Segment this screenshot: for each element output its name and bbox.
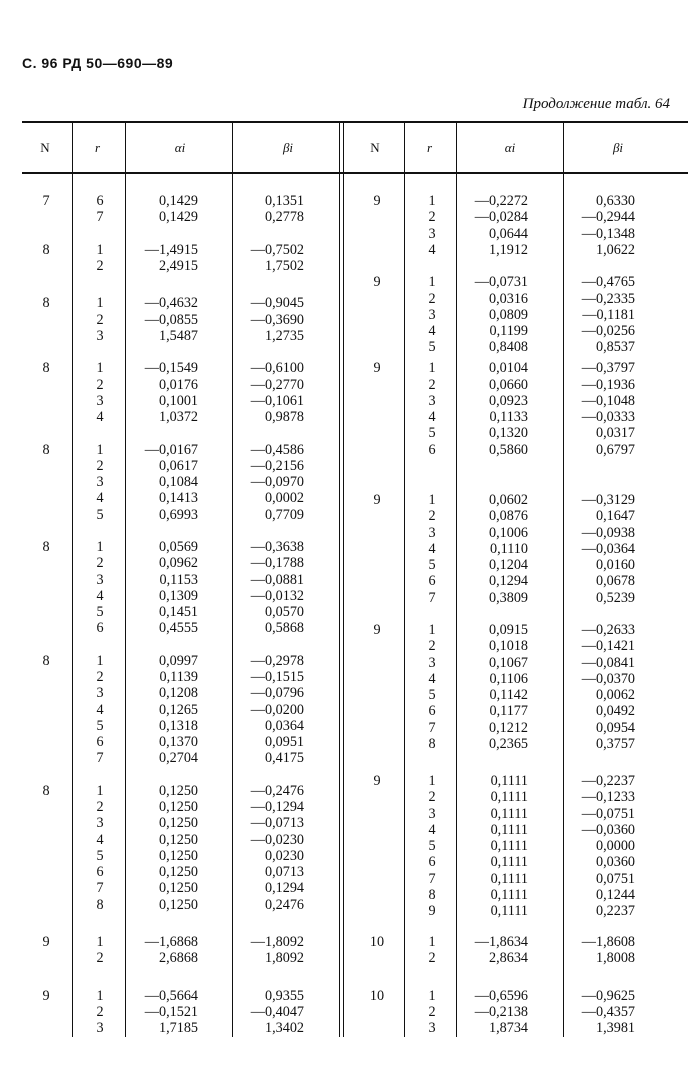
- row-r: 7: [428, 589, 436, 606]
- beta-value: —0,1348: [581, 225, 635, 242]
- group-n: 8: [42, 360, 50, 377]
- beta-value: 0,1351: [264, 193, 304, 209]
- alpha-value: 1,0372: [158, 409, 198, 426]
- alpha-value: 0,1413: [158, 490, 198, 507]
- beta-value: —0,0713: [250, 815, 304, 832]
- alpha-value: 1,5487: [158, 327, 198, 344]
- alpha-value: 0,1111: [490, 903, 528, 920]
- row-r: 2: [96, 555, 104, 572]
- beta-value: 0,0002: [264, 490, 304, 507]
- beta-value: 0,0317: [595, 425, 635, 442]
- alpha-value: 0,2704: [158, 750, 198, 767]
- alpha-value: —0,6596: [474, 987, 528, 1004]
- alpha-value: —0,0284: [474, 209, 528, 226]
- alpha-value: 0,1006: [488, 524, 528, 541]
- header-N: N: [370, 140, 380, 155]
- alpha-value: 0,0644: [488, 225, 528, 242]
- beta-value: 0,0360: [595, 854, 635, 871]
- row-r: 8: [428, 735, 436, 752]
- row-r: 7: [96, 209, 104, 226]
- alpha-value: 0,1212: [488, 719, 528, 736]
- beta-value: 0,1244: [595, 886, 635, 903]
- group-n: 9: [42, 934, 50, 950]
- alpha-value: 0,0915: [488, 622, 528, 638]
- alpha-value: 0,1018: [488, 638, 528, 655]
- alpha-value: 0,1250: [158, 847, 198, 864]
- alpha-value: —0,1521: [144, 1003, 198, 1020]
- alpha-value: 0,5860: [488, 441, 528, 458]
- beta-value: —0,1788: [250, 555, 304, 572]
- row-r: 7: [428, 719, 436, 736]
- row-r: 6: [96, 864, 104, 881]
- beta-value: —0,2633: [581, 622, 635, 638]
- beta-value: —0,0256: [581, 323, 635, 339]
- row-r: 3: [96, 685, 104, 702]
- beta-value: —0,0230: [250, 831, 304, 848]
- alpha-value: 0,1451: [158, 604, 198, 621]
- row-r: 5: [428, 425, 436, 442]
- row-r: 4: [428, 241, 436, 258]
- beta-value: 1,2735: [264, 327, 304, 344]
- group-n: 9: [373, 773, 381, 790]
- group-n: 10: [369, 987, 385, 1004]
- alpha-value: 0,1320: [488, 425, 528, 442]
- row-r: 8: [428, 886, 436, 903]
- beta-value: —0,2476: [250, 782, 304, 799]
- alpha-value: 0,0997: [158, 652, 198, 669]
- beta-value: —0,3129: [581, 492, 635, 508]
- row-r: 2: [96, 258, 104, 274]
- alpha-value: 0,1111: [490, 773, 528, 790]
- beta-value: 0,5868: [264, 620, 304, 637]
- beta-value: —0,1421: [581, 638, 635, 655]
- row-r: 2: [96, 799, 104, 816]
- alpha-value: 0,1111: [490, 789, 528, 806]
- table-top-rule: [22, 121, 688, 123]
- alpha-value: 0,1250: [158, 896, 198, 913]
- alpha-value: 0,0962: [158, 555, 198, 572]
- row-r: 1: [428, 773, 436, 790]
- alpha-value: 0,1250: [158, 815, 198, 832]
- alpha-value: 1,8734: [488, 1020, 528, 1037]
- beta-value: —0,3797: [581, 360, 635, 377]
- row-r: 3: [96, 392, 104, 409]
- row-r: 4: [96, 831, 104, 848]
- beta-value: 0,0230: [264, 847, 304, 864]
- beta-value: —0,1181: [582, 306, 635, 323]
- alpha-value: 0,1153: [159, 571, 198, 588]
- beta-value: —0,4765: [581, 274, 635, 291]
- alpha-value: 0,1309: [158, 587, 198, 604]
- alpha-value: 0,1111: [490, 821, 528, 838]
- alpha-value: 0,1111: [490, 886, 528, 903]
- table-continuation-label: Продолжение табл. 64: [522, 96, 670, 112]
- beta-value: —0,1936: [581, 376, 635, 393]
- row-r: 2: [428, 290, 436, 307]
- group-n: 8: [42, 441, 50, 458]
- beta-value: —0,7502: [250, 241, 304, 258]
- alpha-value: 0,1250: [158, 799, 198, 816]
- beta-value: 0,8537: [595, 339, 635, 356]
- row-r: 3: [96, 327, 104, 344]
- row-r: 2: [96, 669, 104, 686]
- row-r: 1: [96, 652, 104, 669]
- row-r: 3: [428, 225, 436, 242]
- row-r: 3: [428, 654, 436, 671]
- beta-value: 0,0678: [595, 573, 635, 590]
- row-r: 1: [428, 193, 436, 209]
- alpha-value: 0,1370: [158, 734, 198, 751]
- beta-value: —0,1294: [250, 799, 304, 816]
- beta-value: 0,1647: [595, 508, 635, 525]
- beta-value: —0,0796: [250, 685, 304, 702]
- row-r: 3: [96, 815, 104, 832]
- row-r: 2: [428, 789, 436, 806]
- beta-value: —0,9625: [581, 987, 635, 1004]
- row-r: 9: [428, 903, 436, 920]
- row-r: 1: [96, 934, 104, 950]
- header-r: r: [426, 140, 433, 155]
- alpha-value: 0,0617: [158, 457, 198, 474]
- row-r: 7: [428, 870, 436, 887]
- beta-value: —0,1233: [581, 789, 635, 806]
- row-r: 7: [96, 750, 104, 767]
- row-r: 2: [428, 376, 436, 393]
- beta-value: —0,1515: [250, 669, 304, 686]
- alpha-value: 1,7185: [158, 1020, 198, 1037]
- alpha-value: —1,6868: [144, 934, 198, 950]
- alpha-value: —1,8634: [474, 934, 528, 950]
- row-r: 3: [96, 1020, 104, 1037]
- beta-value: 0,0951: [264, 734, 304, 751]
- row-r: 5: [428, 838, 436, 855]
- page-header: С. 96 РД 50—690—89: [22, 55, 174, 71]
- alpha-value: 0,1250: [158, 864, 198, 881]
- alpha-value: 0,1111: [490, 838, 528, 855]
- row-r: 4: [96, 587, 104, 604]
- alpha-value: 0,1139: [159, 669, 198, 686]
- beta-value: —0,2156: [250, 457, 304, 474]
- beta-value: —0,2335: [581, 290, 635, 307]
- alpha-value: —0,0167: [144, 441, 198, 458]
- alpha-value: 1,1912: [488, 241, 528, 258]
- row-r: 8: [96, 896, 104, 913]
- row-r: 1: [428, 622, 436, 638]
- beta-value: 0,9355: [264, 987, 304, 1004]
- beta-value: 0,0062: [595, 687, 635, 703]
- beta-value: —0,2944: [581, 209, 635, 226]
- alpha-value: 0,1111: [490, 805, 528, 822]
- row-r: 2: [96, 376, 104, 393]
- alpha-value: 0,6993: [158, 506, 198, 523]
- row-r: 6: [96, 193, 104, 209]
- beta-value: 1,8008: [595, 950, 635, 967]
- alpha-value: —0,5664: [144, 987, 198, 1004]
- beta-value: —0,4357: [581, 1003, 635, 1020]
- beta-value: 0,2476: [264, 896, 304, 913]
- beta-value: —0,2237: [581, 773, 635, 790]
- row-r: 4: [428, 409, 436, 426]
- beta-value: —1,8092: [250, 934, 304, 950]
- alpha-value: 0,1294: [488, 573, 528, 590]
- beta-value: —0,4586: [250, 441, 304, 458]
- alpha-value: 0,0104: [488, 360, 528, 377]
- alpha-value: —0,1549: [144, 360, 198, 377]
- row-r: 1: [96, 539, 104, 556]
- row-r: 1: [96, 987, 104, 1004]
- alpha-value: 0,1250: [158, 831, 198, 848]
- beta-value: —0,4047: [250, 1003, 304, 1020]
- beta-value: —0,0970: [250, 474, 304, 491]
- beta-value: —0,2978: [250, 652, 304, 669]
- row-r: 2: [96, 950, 104, 967]
- alpha-value: 0,1429: [158, 193, 198, 209]
- group-n: 8: [42, 652, 50, 669]
- alpha-value: 0,1250: [158, 782, 198, 799]
- alpha-value: 0,0316: [488, 290, 528, 307]
- row-r: 2: [428, 209, 436, 226]
- row-r: 5: [428, 557, 436, 573]
- row-r: 5: [96, 604, 104, 621]
- alpha-value: 0,1111: [490, 854, 528, 871]
- beta-value: 0,4175: [264, 750, 304, 767]
- beta-value: 0,0713: [264, 864, 304, 881]
- col-divider: [72, 121, 73, 1037]
- row-r: 3: [428, 805, 436, 822]
- alpha-value: 0,0923: [488, 392, 528, 409]
- alpha-value: 0,1133: [489, 409, 528, 426]
- row-r: 5: [428, 339, 436, 356]
- row-r: 6: [428, 573, 436, 590]
- beta-value: 1,3981: [595, 1020, 635, 1037]
- alpha-value: 2,4915: [158, 258, 198, 274]
- alpha-value: 0,1110: [490, 540, 528, 557]
- row-r: 4: [428, 540, 436, 557]
- alpha-value: 0,1106: [489, 670, 528, 687]
- center-double-rule: [343, 121, 344, 1037]
- alpha-value: 0,0809: [488, 306, 528, 323]
- row-r: 3: [428, 306, 436, 323]
- beta-value: —0,0364: [581, 540, 635, 557]
- beta-value: —0,6100: [250, 360, 304, 377]
- beta-value: —1,8608: [581, 934, 635, 950]
- beta-value: —0,0881: [250, 571, 304, 588]
- center-double-rule: [339, 121, 340, 1037]
- alpha-value: 0,1142: [489, 687, 528, 703]
- alpha-value: 0,1429: [158, 209, 198, 226]
- alpha-value: 0,1204: [488, 557, 528, 573]
- row-r: 5: [96, 506, 104, 523]
- header-beta: βi: [612, 140, 624, 155]
- beta-value: 0,0954: [595, 719, 635, 736]
- group-n: 8: [42, 539, 50, 556]
- row-r: 1: [428, 987, 436, 1004]
- beta-value: —0,2770: [250, 376, 304, 393]
- beta-value: —0,0132: [250, 587, 304, 604]
- alpha-value: 0,1177: [489, 703, 528, 720]
- alpha-value: 0,8408: [488, 339, 528, 356]
- alpha-value: 2,6868: [158, 950, 198, 967]
- row-r: 2: [96, 311, 104, 328]
- group-n: 7: [42, 193, 50, 209]
- beta-value: 1,3402: [264, 1020, 304, 1037]
- alpha-value: 0,1265: [158, 701, 198, 718]
- beta-value: 0,0492: [595, 703, 635, 720]
- row-r: 3: [96, 571, 104, 588]
- beta-value: 1,8092: [264, 950, 304, 967]
- row-r: 3: [96, 474, 104, 491]
- alpha-value: 0,1250: [158, 880, 198, 897]
- alpha-value: 0,1084: [158, 474, 198, 491]
- row-r: 4: [96, 701, 104, 718]
- row-r: 4: [96, 409, 104, 426]
- row-r: 1: [96, 241, 104, 258]
- row-r: 2: [428, 638, 436, 655]
- alpha-value: 0,1001: [158, 392, 198, 409]
- beta-value: 0,5239: [595, 589, 635, 606]
- beta-value: 0,0364: [264, 717, 304, 734]
- row-r: 1: [96, 295, 104, 312]
- beta-value: —0,3638: [250, 539, 304, 556]
- group-n: 10: [369, 934, 385, 950]
- beta-value: —0,0751: [581, 805, 635, 822]
- beta-value: —0,0200: [250, 701, 304, 718]
- group-n: 9: [42, 987, 50, 1004]
- beta-value: —0,9045: [250, 295, 304, 312]
- row-r: 4: [428, 670, 436, 687]
- beta-value: 1,7502: [264, 258, 304, 274]
- row-r: 6: [96, 620, 104, 637]
- row-r: 1: [428, 360, 436, 377]
- beta-value: —0,0370: [581, 670, 635, 687]
- alpha-value: —0,2272: [474, 193, 528, 209]
- row-r: 4: [428, 323, 436, 339]
- beta-value: —0,1061: [250, 392, 304, 409]
- beta-value: —0,3690: [250, 311, 304, 328]
- alpha-value: —0,0855: [144, 311, 198, 328]
- group-n: 9: [373, 622, 381, 638]
- beta-value: 0,6330: [595, 193, 635, 209]
- beta-value: 1,0622: [595, 241, 635, 258]
- row-r: 4: [428, 821, 436, 838]
- beta-value: —0,0841: [581, 654, 635, 671]
- row-r: 1: [96, 441, 104, 458]
- alpha-value: 0,1208: [158, 685, 198, 702]
- group-n: 8: [42, 782, 50, 799]
- alpha-value: 2,8634: [488, 950, 528, 967]
- alpha-value: —1,4915: [144, 241, 198, 258]
- header-N: N: [40, 140, 50, 155]
- alpha-value: 0,0569: [158, 539, 198, 556]
- row-r: 2: [428, 508, 436, 525]
- beta-value: 0,6797: [595, 441, 635, 458]
- group-n: 9: [373, 360, 381, 377]
- alpha-value: —0,0731: [474, 274, 528, 291]
- row-r: 6: [96, 734, 104, 751]
- row-r: 3: [428, 392, 436, 409]
- beta-value: 0,0570: [264, 604, 304, 621]
- row-r: 6: [428, 854, 436, 871]
- beta-value: 0,0160: [595, 557, 635, 573]
- group-n: 8: [42, 295, 50, 312]
- header-alpha: αi: [174, 140, 186, 155]
- row-r: 1: [428, 492, 436, 508]
- row-r: 1: [96, 782, 104, 799]
- beta-value: 0,0751: [595, 870, 635, 887]
- beta-value: 0,2237: [595, 903, 635, 920]
- beta-value: 0,3757: [595, 735, 635, 752]
- row-r: 2: [428, 1003, 436, 1020]
- row-r: 3: [428, 1020, 436, 1037]
- alpha-value: 0,1318: [158, 717, 198, 734]
- row-r: 5: [96, 717, 104, 734]
- row-r: 5: [428, 687, 436, 703]
- row-r: 5: [96, 847, 104, 864]
- row-r: 1: [96, 360, 104, 377]
- beta-value: 0,7709: [264, 506, 304, 523]
- row-r: 2: [428, 950, 436, 967]
- beta-value: 0,9878: [264, 409, 304, 426]
- alpha-value: 0,1199: [489, 323, 528, 339]
- col-divider: [404, 121, 405, 1037]
- row-r: 1: [428, 934, 436, 950]
- alpha-value: —0,4632: [144, 295, 198, 312]
- beta-value: —0,0360: [581, 821, 635, 838]
- row-r: 4: [96, 490, 104, 507]
- group-n: 8: [42, 241, 50, 258]
- header-r: r: [94, 140, 101, 155]
- beta-value: 0,0000: [595, 838, 635, 855]
- row-r: 6: [428, 703, 436, 720]
- row-r: 2: [96, 1003, 104, 1020]
- alpha-value: 0,0602: [488, 492, 528, 508]
- alpha-value: 0,3809: [488, 589, 528, 606]
- row-r: 2: [96, 457, 104, 474]
- header-alpha: αi: [504, 140, 516, 155]
- group-n: 9: [373, 274, 381, 291]
- alpha-value: 0,1067: [488, 654, 528, 671]
- group-n: 9: [373, 492, 381, 508]
- row-r: 1: [428, 274, 436, 291]
- alpha-value: 0,2365: [488, 735, 528, 752]
- alpha-value: 0,0176: [158, 376, 198, 393]
- beta-value: —0,1048: [581, 392, 635, 409]
- table-header-rule: [22, 172, 688, 174]
- beta-value: —0,0938: [581, 524, 635, 541]
- group-n: 9: [373, 193, 381, 209]
- alpha-value: 0,0660: [488, 376, 528, 393]
- alpha-value: 0,1111: [490, 870, 528, 887]
- beta-value: —0,0333: [581, 409, 635, 426]
- row-r: 3: [428, 524, 436, 541]
- alpha-value: —0,2138: [474, 1003, 528, 1020]
- row-r: 6: [428, 441, 436, 458]
- beta-value: 0,2778: [264, 209, 304, 226]
- beta-value: 0,1294: [264, 880, 304, 897]
- alpha-value: 0,0876: [488, 508, 528, 525]
- alpha-value: 0,4555: [158, 620, 198, 637]
- header-beta: βi: [282, 140, 294, 155]
- row-r: 7: [96, 880, 104, 897]
